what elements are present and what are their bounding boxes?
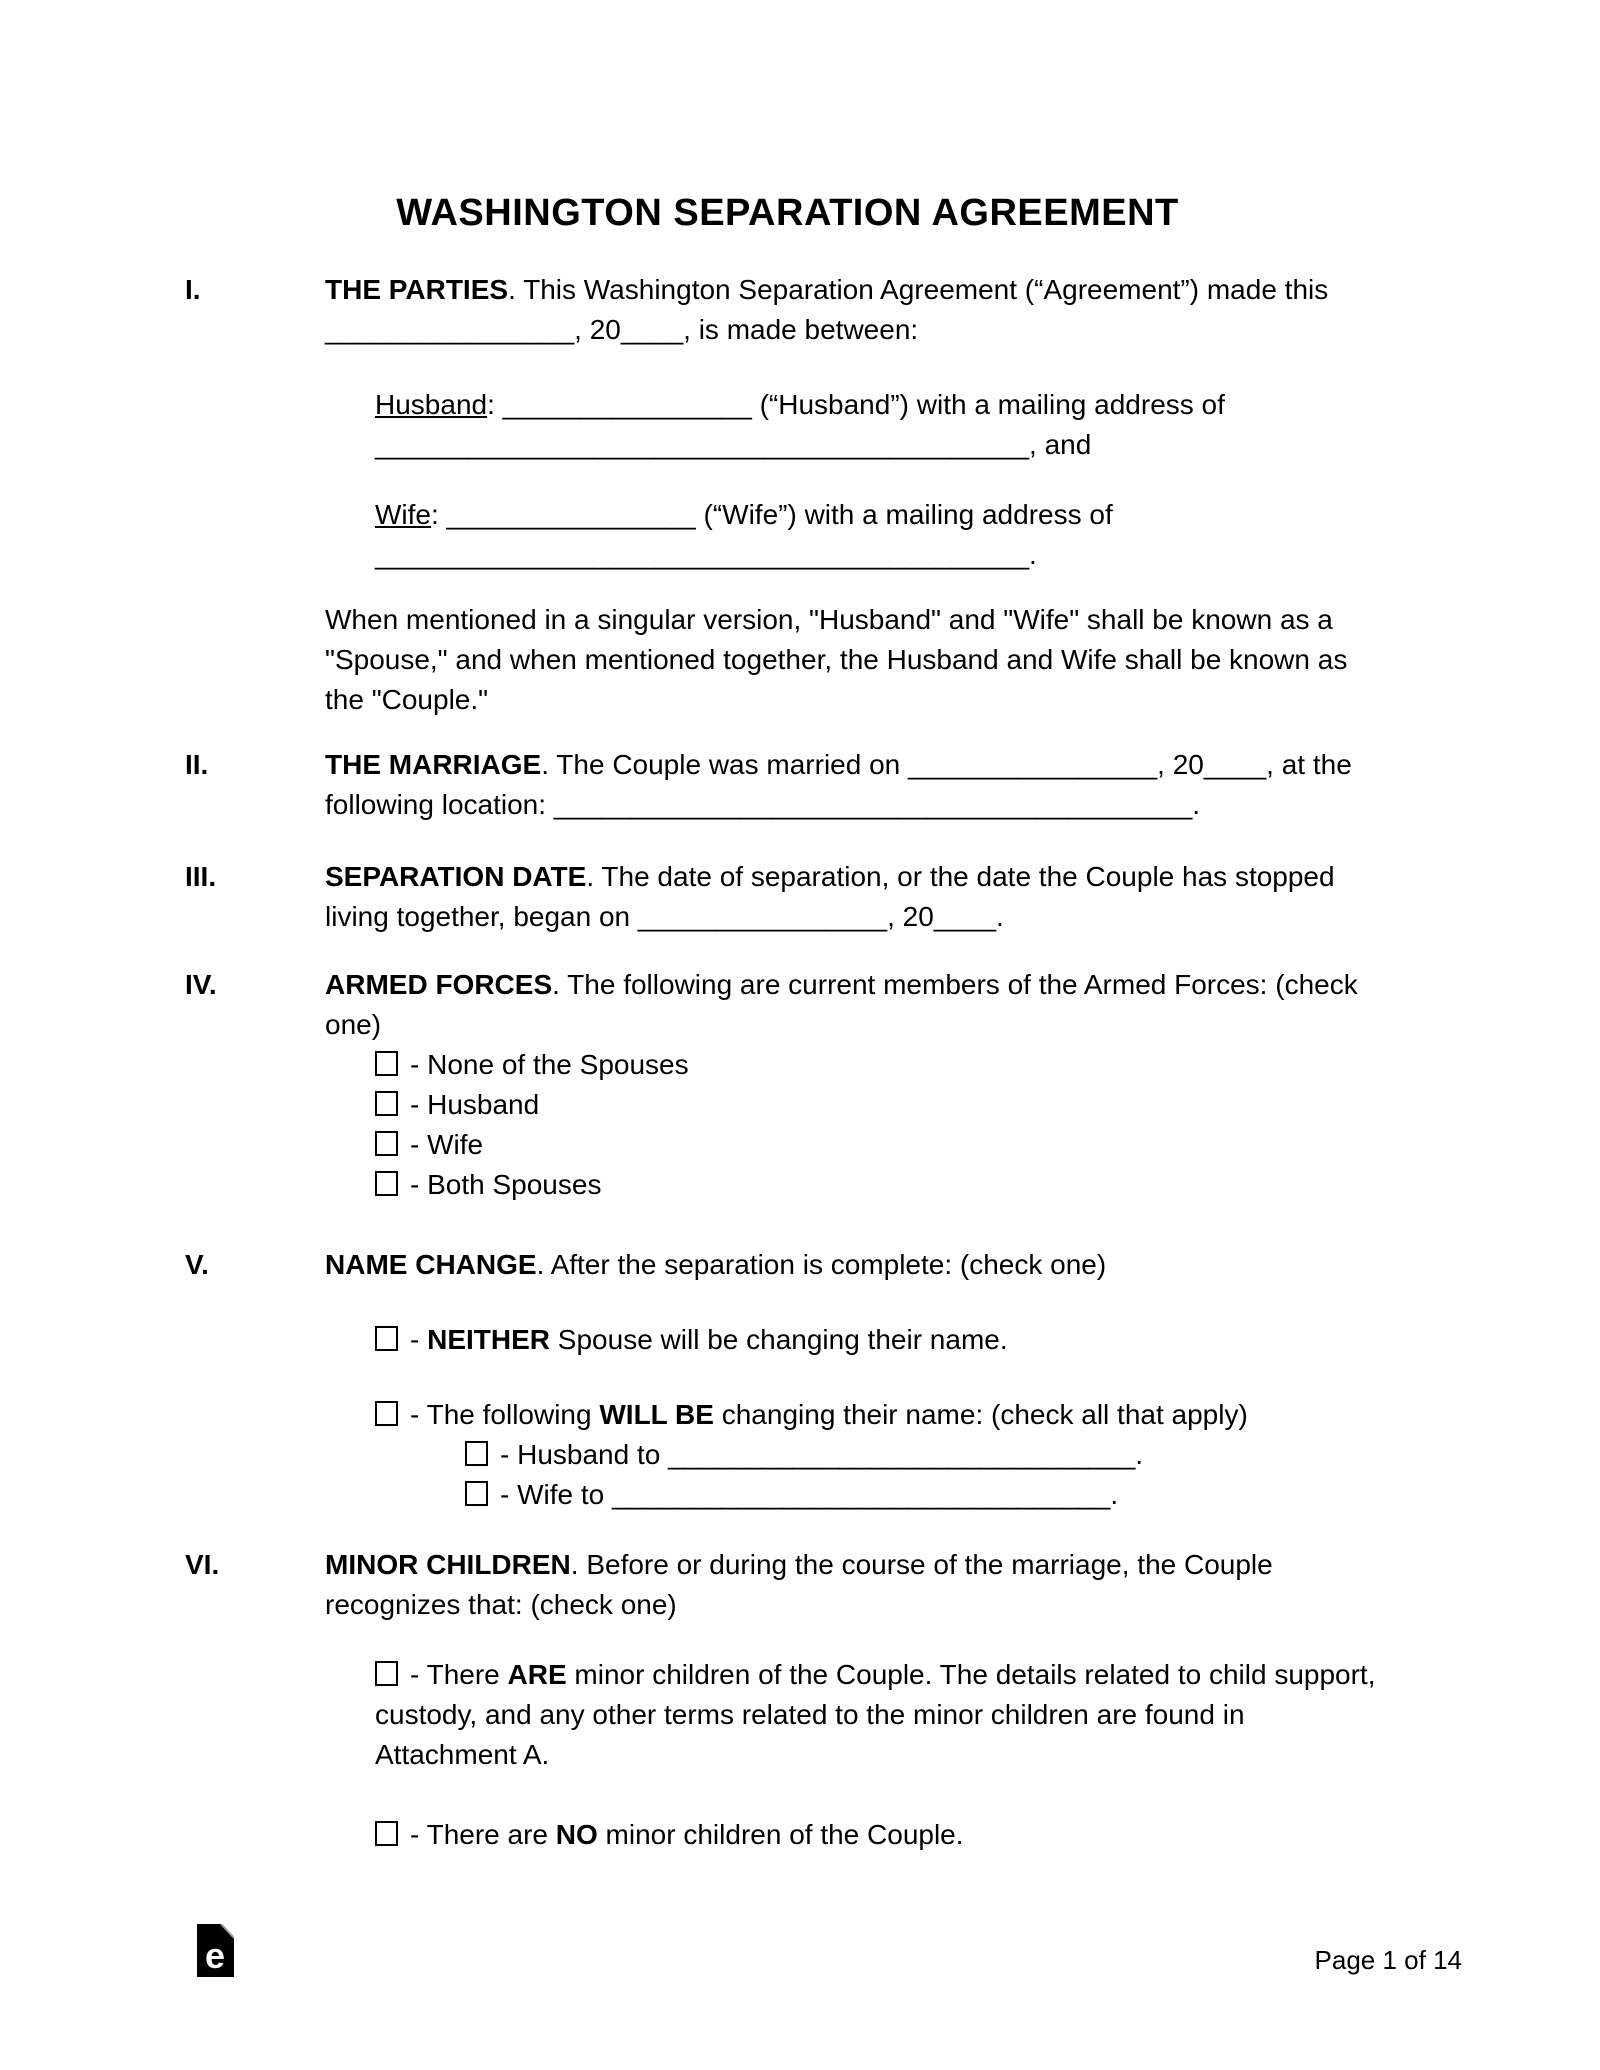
no-bold: NO [555,1819,598,1850]
no-pre: - There are [410,1819,556,1850]
section-minor-children-body: . Before or during the course of the marriage, the Couple recognizes that: (check one) [325,1549,1273,1620]
wife-address-blank: __________________________________________. [375,539,1037,570]
checkbox-name-change-neither[interactable] [375,1326,398,1351]
section-separation-date-number: III. [185,861,217,892]
name-change-sub-husband [465,1435,1390,1475]
section-marriage-text [325,745,1390,825]
wife-clause [375,495,1390,575]
section-minor-children-number: VI. [185,1549,220,1580]
name-change-option-neither [375,1320,1390,1360]
neither-pre: - [410,1324,428,1355]
name-change-wife-blank: - Wife to ________________________________. [500,1479,1119,1510]
will-be-bold: WILL BE [599,1399,714,1430]
section-parties-intro [325,270,1390,350]
armed-forces-option-wife-label: - Wife [410,1129,484,1160]
are-post: minor children of the Couple. The details related to child support, custody, and any other terms related to the minor children are found in Attachment A. [375,1659,1376,1770]
husband-label: Husband [375,389,488,420]
page-title: WASHINGTON SEPARATION AGREEMENT [396,192,1179,234]
section-marriage-number: II. [185,749,209,780]
section-marriage-body: . The Couple was married on ________________, 20____, at the following location: _________________________________________. [325,749,1352,820]
no-post: minor children of the Couple. [597,1819,964,1850]
armed-forces-option-both-label: - Both Spouses [410,1169,602,1200]
name-change-sub-wife [465,1475,1390,1515]
neither-bold: NEITHER [427,1324,551,1355]
name-change-option-will-be [375,1395,1390,1435]
section-name-change-heading: NAME CHANGE [325,1249,537,1280]
section-separation-date-text [325,857,1390,937]
minor-children-option-are [375,1655,1390,1775]
wife-clause-line1 [375,495,1390,535]
checkbox-armed-forces-both[interactable] [375,1171,398,1196]
section-armed-forces [185,965,1390,1205]
armed-forces-option-husband-label: - Husband [410,1089,540,1120]
section-armed-forces-body: . The following are current members of the Armed Forces: (check one) [325,969,1358,1040]
armed-forces-option-husband [375,1085,1390,1125]
section-separation-date [185,857,1390,937]
section-minor-children [185,1545,1390,1855]
section-armed-forces-text [325,965,1390,1045]
section-name-change-number: V. [185,1249,209,1280]
section-parties-intro-text: . This Washington Separation Agreement (“Agreement”) made this ________________, 20____, is made between: [325,274,1329,345]
spouse-definition-note: When mentioned in a singular version, "Husband" and "Wife" shall be known as a "Spouse," and when mentioned together, the Husband and Wife shall be known as the "Couple." [325,604,1348,715]
section-marriage [185,745,1390,825]
armed-forces-option-wife [375,1125,1390,1165]
section-marriage-heading: THE MARRIAGE [325,749,542,780]
husband-clause [375,385,1390,465]
section-name-change-text [325,1245,1390,1285]
wife-name-blank: : ________________ (“Wife”) with a mailing address of [431,499,1113,530]
section-parties-number: I. [185,274,201,305]
armed-forces-option-none [375,1045,1390,1085]
checkbox-armed-forces-none[interactable] [375,1051,398,1076]
name-change-husband-blank: - Husband to ______________________________. [500,1439,1144,1470]
armed-forces-option-both [375,1165,1390,1205]
are-bold: ARE [507,1659,567,1690]
wife-label: Wife [375,499,431,530]
page-number: Page 1 of 14 [1314,1945,1462,1975]
husband-clause-line1 [375,385,1390,425]
section-separation-date-heading: SEPARATION DATE [325,861,587,892]
logo-letter: e [205,1935,226,1976]
husband-address-blank: __________________________________________, and [375,429,1092,460]
checkbox-name-change-will-be[interactable] [375,1401,398,1426]
armed-forces-option-none-label: - None of the Spouses [410,1049,689,1080]
section-parties [185,270,1390,720]
section-armed-forces-heading: ARMED FORCES [325,969,553,1000]
will-be-post: changing their name: (check all that apply) [713,1399,1248,1430]
section-armed-forces-number: IV. [185,969,217,1000]
checkbox-name-change-wife[interactable] [465,1481,488,1506]
neither-post: Spouse will be changing their name. [550,1324,1008,1355]
minor-children-option-no [375,1815,1390,1855]
checkbox-armed-forces-husband[interactable] [375,1091,398,1116]
are-pre: - There [410,1659,508,1690]
checkbox-minor-children-no[interactable] [375,1821,398,1846]
will-be-pre: - The following [410,1399,600,1430]
section-parties-heading: THE PARTIES [325,274,509,305]
section-minor-children-heading: MINOR CHILDREN [325,1549,571,1580]
section-minor-children-text [325,1545,1390,1625]
section-name-change-body: . After the separation is complete: (check one) [536,1249,1107,1280]
section-name-change [185,1245,1390,1515]
document-fold-icon [197,1924,234,1977]
checkbox-name-change-husband[interactable] [465,1441,488,1466]
section-separation-date-body: . The date of separation, or the date the Couple has stopped living together, began on ________________, 20____. [325,861,1335,932]
eforms-logo [197,1924,234,1977]
checkbox-armed-forces-wife[interactable] [375,1131,398,1156]
checkbox-minor-children-are[interactable] [375,1661,398,1686]
husband-name-blank: : ________________ (“Husband”) with a mailing address of [487,389,1225,420]
